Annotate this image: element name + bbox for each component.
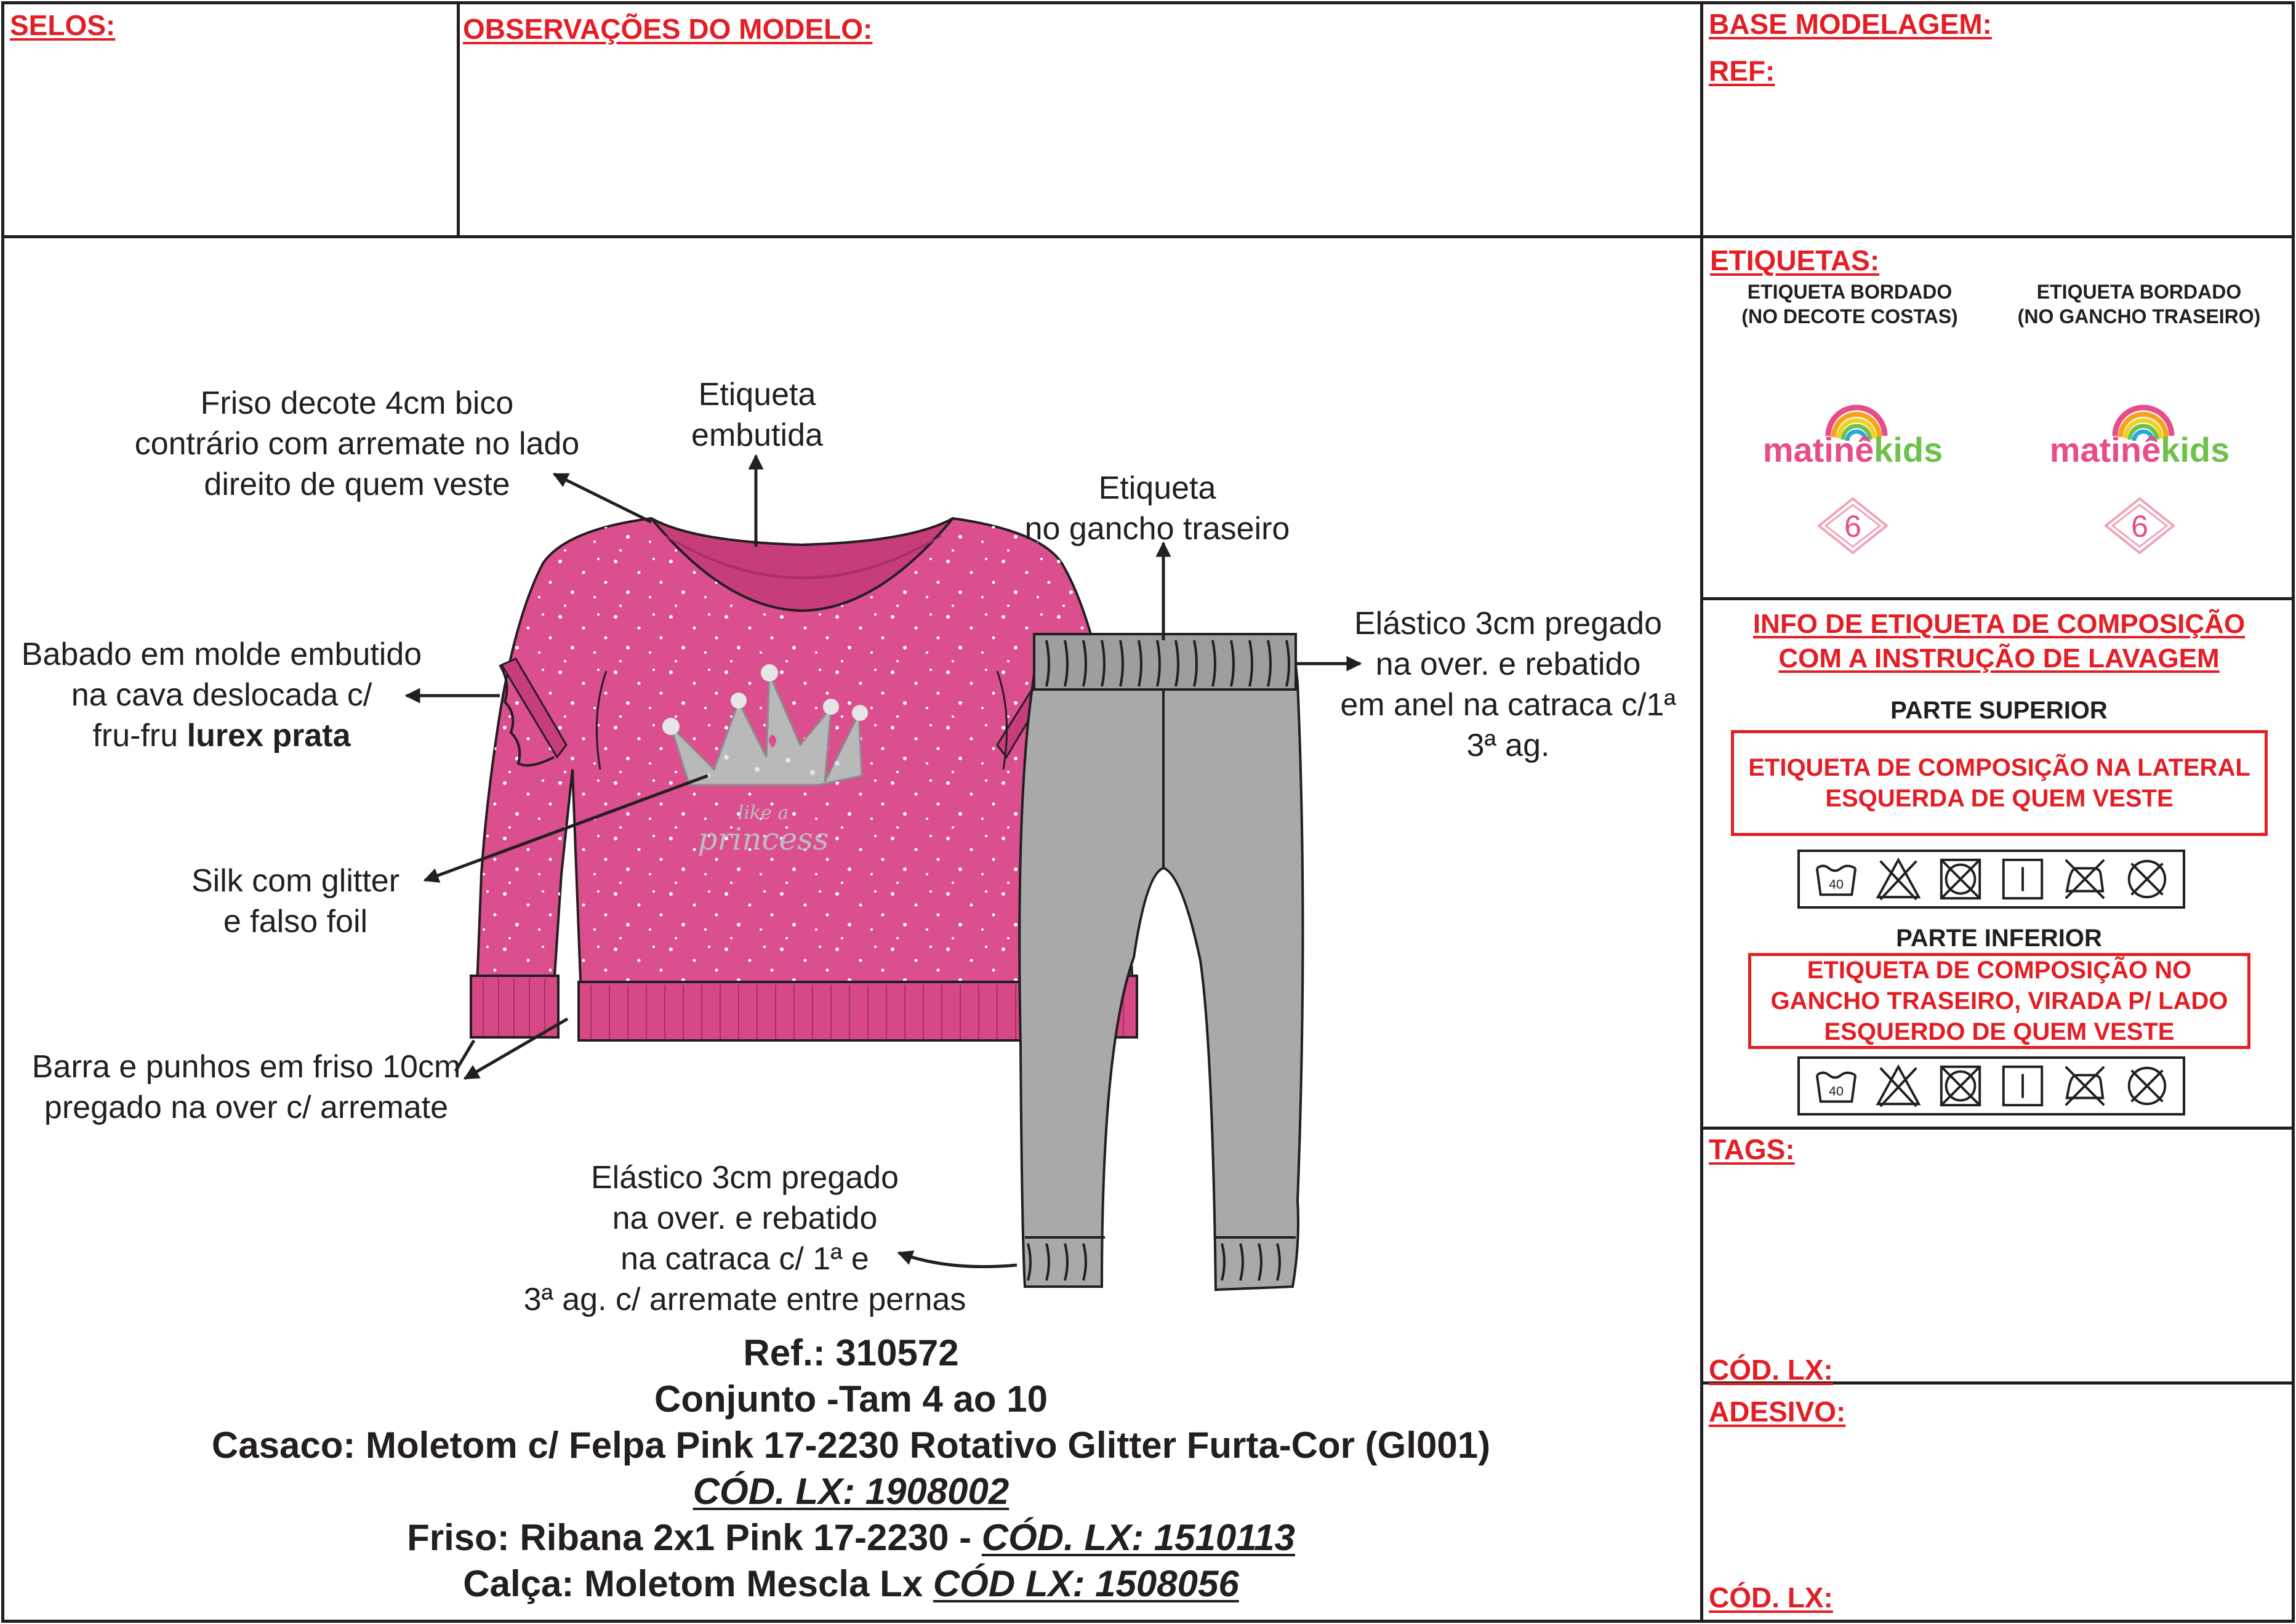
care-symbols-lower bbox=[1797, 1056, 2185, 1115]
adesivo-label: ADESIVO: bbox=[1709, 1396, 1846, 1428]
svg-text:matinêkids bbox=[2050, 430, 2230, 469]
care-symbols-upper bbox=[1797, 850, 2185, 909]
friso-text: Friso: Ribana 2x1 Pink 17-2230 - bbox=[407, 1517, 982, 1558]
no-dry-clean-icon bbox=[2123, 1062, 2171, 1110]
ref-label: REF: bbox=[1709, 55, 1775, 87]
sidebar-line-1 bbox=[1700, 235, 2295, 238]
annotation-etiqueta-embutida bbox=[628, 374, 886, 456]
brand-part1: matinê bbox=[1762, 430, 1874, 469]
size-diamond-icon bbox=[1819, 499, 1887, 553]
elastico-cos-line-1: Elástico 3cm pregado bbox=[1354, 606, 1663, 641]
brand-logo-left bbox=[1742, 394, 1964, 566]
adesivo-cod-label: CÓD. LX: bbox=[1709, 1582, 1833, 1614]
print-text-1: like a bbox=[737, 802, 789, 824]
annotation-elastico-cos bbox=[1317, 603, 1699, 766]
wash-40-icon bbox=[1812, 1062, 1860, 1110]
no-dry-clean-icon bbox=[2123, 855, 2171, 903]
annotation-friso-decote bbox=[105, 383, 609, 505]
tags-cod-label: CÓD. LX: bbox=[1709, 1354, 1833, 1386]
sidebar-line-2 bbox=[1700, 597, 2295, 600]
svg-text:matinêkids bbox=[1763, 430, 1943, 469]
no-tumble-dry-icon bbox=[1937, 1062, 1985, 1110]
etiqueta-right-caption bbox=[1994, 279, 2284, 329]
parte-inferior-label: PARTE INFERIOR bbox=[1896, 925, 2102, 952]
inferior-composition-box: ETIQUETA DE COMPOSIÇÃO NO GANCHO TRASEIRO, VIRADA P/ LADO ESQUERDO DE QUEM VESTE bbox=[1748, 953, 2250, 1049]
calca-text: Calça: Moletom Mescla Lx bbox=[463, 1563, 933, 1604]
sidebar-line-3 bbox=[1700, 1127, 2295, 1130]
footer-conjunto: Conjunto -Tam 4 ao 10 bbox=[654, 1378, 1048, 1420]
friso-decote-line-1: Friso decote 4cm bico bbox=[200, 385, 514, 421]
friso-decote-line-2: contrário com arremate no lado bbox=[134, 426, 580, 462]
etiqueta-gancho-line-2: no gancho traseiro bbox=[1024, 511, 1290, 547]
footer-calca bbox=[0, 1561, 1702, 1607]
no-iron-icon bbox=[2061, 1062, 2109, 1110]
line-dry-icon bbox=[1999, 1062, 2047, 1110]
wash-40-icon bbox=[1812, 855, 1860, 903]
no-tumble-dry-icon bbox=[1937, 855, 1985, 903]
no-bleach-icon bbox=[1874, 855, 1922, 903]
friso-cod: CÓD. LX: 1510113 bbox=[981, 1517, 1295, 1558]
rainbow-icon bbox=[1742, 394, 1964, 566]
elastico-cos-line-2: na over. e rebatido bbox=[1375, 646, 1641, 682]
elastico-barra-line-1: Elástico 3cm pregado bbox=[590, 1160, 899, 1196]
annotation-etiqueta-gancho bbox=[973, 468, 1342, 549]
etiqueta-embutida-line-2: embutida bbox=[691, 417, 823, 453]
parte-superior-label: PARTE SUPERIOR bbox=[1890, 697, 2108, 724]
pants-drawing bbox=[1019, 634, 1303, 1290]
etiqueta-left-line2: (NO DECOTE COSTAS) bbox=[1741, 305, 1958, 328]
line-dry-icon bbox=[1999, 855, 2047, 903]
elastico-barra-line-4: 3ª ag. c/ arremate entre pernas bbox=[523, 1282, 966, 1317]
annotation-babado bbox=[6, 634, 437, 756]
info-title bbox=[1705, 607, 2293, 676]
superior-composition-box: ETIQUETA DE COMPOSIÇÃO NA LATERAL ESQUERDA DE QUEM VESTE bbox=[1731, 730, 2268, 836]
elastico-cos-line-3: em anel na catraca c/1ª bbox=[1340, 687, 1676, 723]
silk-line-2: e falso foil bbox=[223, 904, 368, 939]
annotation-elastico-barra bbox=[480, 1157, 1010, 1320]
brand-part2: kids bbox=[2161, 430, 2230, 469]
print-text-2: princess bbox=[697, 821, 829, 857]
brand-part1: matinê bbox=[2049, 430, 2161, 469]
barra-line-1: Barra e punhos em friso 10cm bbox=[31, 1049, 461, 1085]
no-iron-icon bbox=[2061, 855, 2109, 903]
size-diamond-icon bbox=[2106, 499, 2174, 553]
etiquetas-label: ETIQUETAS: bbox=[1710, 244, 1880, 276]
brand-logo-right bbox=[2029, 394, 2250, 566]
wash-temp: 40 bbox=[1828, 1083, 1844, 1099]
wash-temp: 40 bbox=[1828, 877, 1844, 892]
size-number: 6 bbox=[2131, 509, 2148, 544]
elastico-barra-line-3: na catraca c/ 1ª e bbox=[620, 1241, 869, 1277]
info-title-line1: INFO DE ETIQUETA DE COMPOSIÇÃO bbox=[1752, 609, 2246, 639]
friso-decote-line-3: direito de quem veste bbox=[204, 467, 510, 502]
rainbow-icon bbox=[2029, 394, 2250, 566]
annotation-silk bbox=[142, 861, 449, 942]
silk-line-1: Silk com glitter bbox=[191, 863, 400, 899]
babado-line-3-prefix: fru-fru bbox=[92, 718, 187, 754]
casaco-cod: CÓD. LX: 1908002 bbox=[692, 1471, 1010, 1512]
etiqueta-embutida-line-1: Etiqueta bbox=[698, 377, 816, 412]
annotation-barra bbox=[0, 1047, 492, 1128]
etiqueta-left-caption bbox=[1717, 279, 1982, 329]
selos-label: SELOS: bbox=[10, 9, 116, 41]
footer-casaco-cod bbox=[0, 1468, 1702, 1515]
footer-casaco: Casaco: Moletom c/ Felpa Pink 17-2230 Rotativo Glitter Furta-Cor (Gl001) bbox=[211, 1425, 1491, 1466]
babado-line-1: Babado em molde embutido bbox=[21, 637, 422, 672]
calca-cod: CÓD LX: 1508056 bbox=[933, 1563, 1239, 1604]
barra-line-2: pregado na over c/ arremate bbox=[44, 1090, 449, 1125]
footer-friso bbox=[0, 1514, 1702, 1561]
tags-label: TAGS: bbox=[1709, 1133, 1795, 1165]
elastico-cos-line-4: 3ª ag. bbox=[1466, 728, 1550, 763]
babado-line-3-bold: lurex prata bbox=[187, 718, 351, 754]
elastico-barra-line-2: na over. e rebatido bbox=[612, 1200, 878, 1236]
brand-part2: kids bbox=[1874, 430, 1943, 469]
size-number: 6 bbox=[1844, 509, 1861, 544]
etiqueta-right-line2: (NO GANCHO TRASEIRO) bbox=[2017, 305, 2261, 328]
no-bleach-icon bbox=[1874, 1062, 1922, 1110]
etiqueta-right-line1: ETIQUETA BORDADO bbox=[2036, 281, 2242, 303]
footer-ref: Ref.: 310572 bbox=[743, 1332, 959, 1373]
babado-line-2: na cava deslocada c/ bbox=[71, 677, 372, 713]
etiqueta-gancho-line-1: Etiqueta bbox=[1098, 470, 1216, 506]
etiqueta-left-line1: ETIQUETA BORDADO bbox=[1747, 281, 1953, 303]
observacoes-label: OBSERVAÇÕES DO MODELO: bbox=[463, 13, 873, 45]
base-modelagem-label: BASE MODELAGEM: bbox=[1709, 8, 1992, 40]
babado-line-3 bbox=[6, 715, 437, 756]
info-title-line2: COM A INSTRUÇÃO DE LAVAGEM bbox=[1778, 643, 2220, 673]
